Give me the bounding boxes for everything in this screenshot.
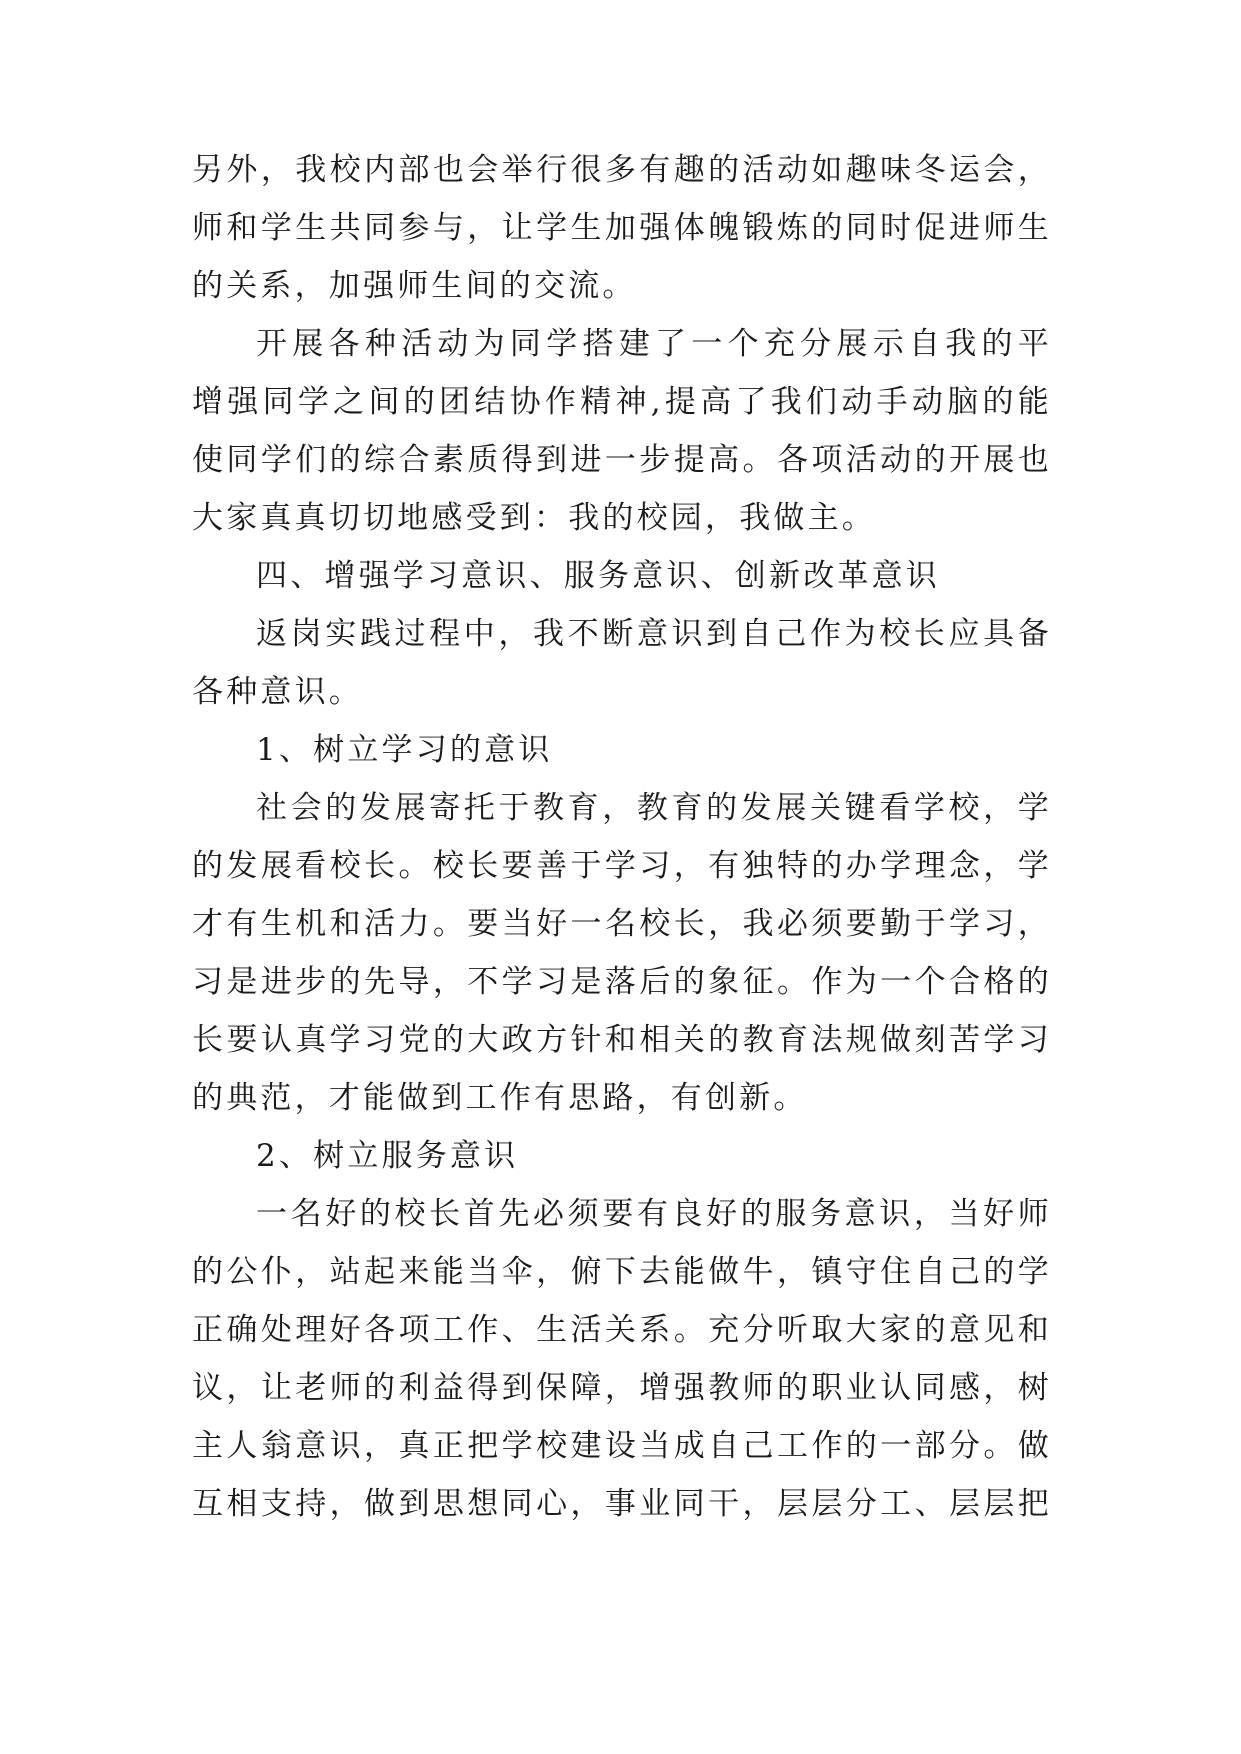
paragraph-first-line: 社会的发展寄托于教育，教育的发展关键看学校，学	[256, 790, 1052, 826]
text-line: 议，让老师的利益得到保障，增强教师的职业认同感，树	[192, 1370, 1052, 1406]
paragraph-first-line: 开展各种活动为同学搭建了一个充分展示自我的平	[256, 326, 1052, 362]
text-line: 的关系，加强师生间的交流。	[192, 268, 637, 304]
text-line: 习是进步的先导，不学习是落后的象征。作为一个合格的	[192, 964, 1052, 1000]
section-heading: 四、增强学习意识、服务意识、创新改革意识	[256, 558, 940, 594]
text-line: 增强同学之间的团结协作精神,提高了我们动手动脑的能	[192, 384, 1052, 420]
text-line: 才有生机和活力。要当好一名校长，我必须要勤于学习，	[192, 906, 1052, 942]
text-line: 正确处理好各项工作、生活关系。充分听取大家的意见和	[192, 1312, 1052, 1348]
text-line: 长要认真学习党的大政方针和相关的教育法规做刻苦学习	[192, 1022, 1052, 1058]
text-line: 的典范，才能做到工作有思路，有创新。	[192, 1080, 808, 1116]
text-line: 各种意识。	[192, 674, 363, 710]
paragraph-first-line: 一名好的校长首先必须要有良好的服务意识，当好师	[256, 1196, 1052, 1232]
paragraph-first-line: 返岗实践过程中，我不断意识到自己作为校长应具备	[256, 616, 1052, 652]
text-line: 师和学生共同参与，让学生加强体魄锻炼的同时促进师生	[192, 210, 1052, 246]
text-line: 互相支持，做到思想同心，事业同干，层层分工、层层把	[192, 1486, 1052, 1522]
text-line: 使同学们的综合素质得到进一步提高。各项活动的开展也	[192, 442, 1052, 478]
text-line: 主人翁意识，真正把学校建设当成自己工作的一部分。做	[192, 1428, 1052, 1464]
text-line: 另外，我校内部也会举行很多有趣的活动如趣味冬运会，	[192, 152, 1052, 188]
subsection-heading: 2、树立服务意识	[256, 1138, 519, 1174]
text-line: 的发展看校长。校长要善于学习，有独特的办学理念，学	[192, 848, 1052, 884]
text-line: 的公仆，站起来能当伞，俯下去能做牛，镇守住自己的学	[192, 1254, 1052, 1290]
subsection-heading: 1、树立学习的意识	[256, 732, 553, 768]
text-line: 大家真真切切地感受到：我的校园，我做主。	[192, 500, 876, 536]
